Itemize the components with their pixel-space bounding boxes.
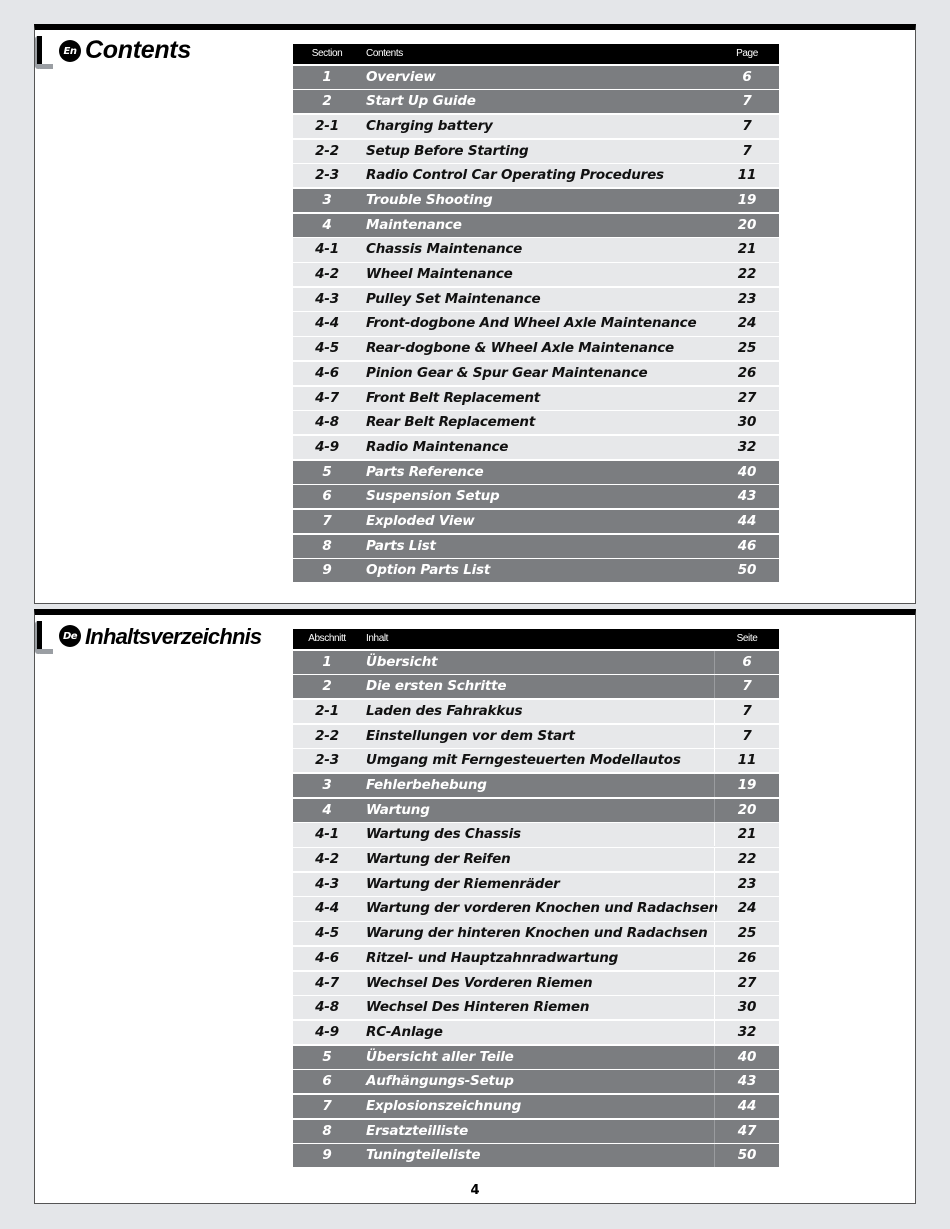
toc-section-number: 2-2 xyxy=(315,727,339,744)
toc-section-number: 4-9 xyxy=(315,1023,339,1040)
toc-section-number: 2-1 xyxy=(315,117,339,134)
contents-panel-english xyxy=(34,24,916,604)
language-badge-icon: En xyxy=(59,40,81,62)
toc-page-number: 47 xyxy=(714,1120,779,1143)
toc-page-number: 20 xyxy=(714,799,779,822)
toc-row-sub xyxy=(293,823,779,846)
toc-entry-title: Trouble Shooting xyxy=(366,192,493,209)
toc-entry-title: Front Belt Replacement xyxy=(366,389,540,406)
toc-section-number: 4-3 xyxy=(315,875,339,892)
toc-section-number: 4-9 xyxy=(315,438,339,455)
toc-entry-title: Rear Belt Replacement xyxy=(366,414,536,431)
toc-entry-title: Front-dogbone And Wheel Axle Maintenance xyxy=(366,315,697,332)
toc-page-number: 24 xyxy=(714,897,779,920)
toc-entry-title: Radio Maintenance xyxy=(366,438,509,455)
toc-page-number: 7 xyxy=(714,725,779,748)
toc-entry-title: Rear-dogbone & Wheel Axle Maintenance xyxy=(366,340,674,357)
toc-page-number: 25 xyxy=(737,340,757,357)
toc-page-number: 22 xyxy=(737,266,757,283)
toc-row-sub xyxy=(293,312,779,335)
toc-section-number: 5 xyxy=(322,463,332,480)
toc-page-number: 44 xyxy=(737,512,757,529)
toc-row-sub xyxy=(293,411,779,434)
toc-page-number: 44 xyxy=(714,1095,779,1118)
toc-row-major xyxy=(293,189,779,212)
toc-section-number: 7 xyxy=(322,1097,332,1114)
toc-page-number: 7 xyxy=(714,675,779,698)
heading-accent-foot xyxy=(35,64,53,69)
toc-section-number: 2-3 xyxy=(315,752,339,769)
toc-entry-title: Pulley Set Maintenance xyxy=(366,290,541,307)
toc-page-number: 27 xyxy=(737,389,757,406)
toc-section-number: 4-8 xyxy=(315,999,339,1016)
toc-entry-title: Exploded View xyxy=(366,512,475,529)
toc-page-number: 43 xyxy=(737,488,757,505)
toc-page-number: 40 xyxy=(737,463,757,480)
toc-row-sub xyxy=(293,238,779,261)
toc-entry-title: Übersicht aller Teile xyxy=(366,1048,514,1065)
toc-section-number: 4-6 xyxy=(315,949,339,966)
toc-entry-title: Overview xyxy=(366,68,436,85)
toc-page-number: 30 xyxy=(737,414,757,431)
toc-entry-title: Parts Reference xyxy=(366,463,484,480)
toc-page-number: 50 xyxy=(737,562,757,579)
toc-page-number: 7 xyxy=(714,700,779,723)
toc-page-number: 7 xyxy=(742,93,752,110)
toc-row-major xyxy=(293,461,779,484)
page-title: Inhaltsverzeichnis xyxy=(85,624,262,649)
toc-entry-title: RC-Anlage xyxy=(366,1023,443,1040)
toc-section-number: 2-3 xyxy=(315,167,339,184)
toc-row-sub xyxy=(293,725,779,748)
toc-entry-title: Radio Control Car Operating Procedures xyxy=(366,167,664,184)
toc-page-number: 46 xyxy=(737,537,757,554)
toc-entry-title: Übersicht xyxy=(366,653,438,670)
column-header-contents: Inhalt xyxy=(366,633,389,644)
toc-row-major xyxy=(293,1120,779,1143)
toc-row-sub xyxy=(293,922,779,945)
toc-row-major xyxy=(293,1095,779,1118)
toc-section-number: 6 xyxy=(322,488,332,505)
toc-page-number: 26 xyxy=(714,947,779,970)
toc-section-number: 4-7 xyxy=(315,974,339,991)
toc-page-number: 19 xyxy=(737,192,757,209)
toc-row-major xyxy=(293,799,779,822)
toc-entry-title: Start Up Guide xyxy=(366,93,476,110)
toc-section-number: 4-2 xyxy=(315,266,339,283)
toc-row-sub xyxy=(293,337,779,360)
toc-entry-title: Wartung des Chassis xyxy=(366,826,521,843)
column-header-section: Section xyxy=(311,48,343,59)
column-header-section: Abschnitt xyxy=(308,633,346,644)
toc-row-sub xyxy=(293,873,779,896)
table-header xyxy=(293,629,779,649)
toc-section-number: 4 xyxy=(322,801,332,818)
toc-table xyxy=(293,629,779,1167)
toc-entry-title: Explosionszeichnung xyxy=(366,1097,522,1114)
toc-row-major xyxy=(293,675,779,698)
toc-section-number: 2-2 xyxy=(315,142,339,159)
toc-section-number: 2 xyxy=(322,678,332,695)
toc-page-number: 40 xyxy=(714,1046,779,1069)
toc-page-number: 11 xyxy=(714,749,779,772)
toc-row-sub xyxy=(293,263,779,286)
toc-page-number: 23 xyxy=(714,873,779,896)
toc-section-number: 6 xyxy=(322,1073,332,1090)
toc-section-number: 9 xyxy=(322,1147,332,1164)
toc-page-number: 27 xyxy=(714,972,779,995)
page-number: 4 xyxy=(470,1183,480,1198)
toc-row-sub xyxy=(293,387,779,410)
toc-entry-title: Tuningteileliste xyxy=(366,1147,481,1164)
table-header xyxy=(293,44,779,64)
toc-entry-title: Umgang mit Ferngesteuerten Modellautos xyxy=(366,752,681,769)
toc-page-number: 24 xyxy=(737,315,757,332)
toc-entry-title: Ritzel- und Hauptzahnradwartung xyxy=(366,949,619,966)
toc-row-sub xyxy=(293,749,779,772)
toc-row-major xyxy=(293,214,779,237)
toc-page-number: 50 xyxy=(714,1144,779,1167)
toc-entry-title: Fehlerbehebung xyxy=(366,777,487,794)
column-header-contents: Contents xyxy=(366,48,403,59)
toc-row-sub xyxy=(293,947,779,970)
toc-section-number: 8 xyxy=(322,1122,332,1139)
toc-entry-title: Wartung xyxy=(366,801,430,818)
toc-table xyxy=(293,44,779,582)
toc-row-major xyxy=(293,651,779,674)
toc-entry-title: Option Parts List xyxy=(366,562,491,579)
toc-section-number: 1 xyxy=(322,68,332,85)
toc-section-number: 4-8 xyxy=(315,414,339,431)
toc-row-sub xyxy=(293,848,779,871)
language-badge-icon: De xyxy=(59,625,81,647)
toc-page-number: 25 xyxy=(714,922,779,945)
toc-entry-title: Wartung der vorderen Knochen und Radachsen xyxy=(366,900,718,917)
toc-section-number: 4-1 xyxy=(315,826,339,843)
toc-section-number: 5 xyxy=(322,1048,332,1065)
toc-section-number: 4-3 xyxy=(315,290,339,307)
toc-section-number: 4-2 xyxy=(315,851,339,868)
toc-row-major xyxy=(293,1144,779,1167)
toc-entry-title: Aufhängungs-Setup xyxy=(366,1073,514,1090)
toc-page-number: 32 xyxy=(737,438,757,455)
toc-section-number: 4-4 xyxy=(315,900,339,917)
toc-page-number: 11 xyxy=(737,167,757,184)
toc-row-major xyxy=(293,1070,779,1093)
toc-page-number: 30 xyxy=(714,996,779,1019)
toc-page-number: 6 xyxy=(742,68,752,85)
toc-entry-title: Warung der hinteren Knochen und Radachsen xyxy=(366,925,708,942)
toc-row-major xyxy=(293,774,779,797)
toc-section-number: 2-1 xyxy=(315,702,339,719)
toc-entry-title: Maintenance xyxy=(366,216,462,233)
toc-entry-title: Charging battery xyxy=(366,117,493,134)
heading-accent-black xyxy=(37,621,42,649)
column-header-page: Seite xyxy=(736,633,758,644)
toc-page-number: 7 xyxy=(742,117,752,134)
heading-accent-black xyxy=(37,36,42,64)
toc-rows xyxy=(293,66,779,583)
toc-page-number: 20 xyxy=(737,216,757,233)
toc-entry-title: Parts List xyxy=(366,537,436,554)
toc-section-number: 4 xyxy=(322,216,332,233)
toc-row-sub xyxy=(293,897,779,920)
toc-entry-title: Einstellungen vor dem Start xyxy=(366,727,575,744)
toc-entry-title: Suspension Setup xyxy=(366,488,500,505)
toc-row-major xyxy=(293,485,779,508)
toc-section-number: 4-5 xyxy=(315,925,339,942)
toc-page-number: 19 xyxy=(714,774,779,797)
toc-row-major xyxy=(293,559,779,582)
toc-row-sub xyxy=(293,1021,779,1044)
toc-entry-title: Wechsel Des Hinteren Riemen xyxy=(366,999,590,1016)
toc-page-number: 6 xyxy=(714,651,779,674)
toc-section-number: 2 xyxy=(322,93,332,110)
toc-row-major xyxy=(293,90,779,113)
page-title: Contents xyxy=(85,36,191,64)
toc-row-sub xyxy=(293,362,779,385)
toc-entry-title: Die ersten Schritte xyxy=(366,678,507,695)
toc-rows xyxy=(293,651,779,1168)
toc-section-number: 3 xyxy=(322,192,332,209)
toc-entry-title: Wheel Maintenance xyxy=(366,266,513,283)
toc-entry-title: Ersatzteilliste xyxy=(366,1122,469,1139)
toc-page-number: 26 xyxy=(737,364,757,381)
toc-entry-title: Laden des Fahrakkus xyxy=(366,702,523,719)
toc-row-major xyxy=(293,535,779,558)
toc-page-number: 32 xyxy=(714,1021,779,1044)
toc-section-number: 4-6 xyxy=(315,364,339,381)
toc-page-number: 22 xyxy=(714,848,779,871)
toc-section-number: 1 xyxy=(322,653,332,670)
toc-page-number: 7 xyxy=(742,142,752,159)
toc-page-number: 21 xyxy=(714,823,779,846)
toc-row-major xyxy=(293,1046,779,1069)
toc-section-number: 8 xyxy=(322,537,332,554)
toc-row-sub xyxy=(293,164,779,187)
toc-section-number: 4-1 xyxy=(315,241,339,258)
toc-section-number: 9 xyxy=(322,562,332,579)
toc-entry-title: Pinion Gear & Spur Gear Maintenance xyxy=(366,364,648,381)
toc-row-sub xyxy=(293,436,779,459)
toc-section-number: 4-4 xyxy=(315,315,339,332)
toc-row-sub xyxy=(293,700,779,723)
contents-panel-german xyxy=(34,609,916,1204)
toc-entry-title: Wartung der Riemenräder xyxy=(366,875,560,892)
column-header-page: Page xyxy=(736,48,758,59)
toc-page-number: 23 xyxy=(737,290,757,307)
toc-section-number: 7 xyxy=(322,512,332,529)
toc-row-sub xyxy=(293,288,779,311)
toc-entry-title: Chassis Maintenance xyxy=(366,241,523,258)
toc-section-number: 3 xyxy=(322,777,332,794)
toc-row-major xyxy=(293,66,779,89)
toc-section-number: 4-5 xyxy=(315,340,339,357)
toc-section-number: 4-7 xyxy=(315,389,339,406)
toc-entry-title: Wechsel Des Vorderen Riemen xyxy=(366,974,593,991)
toc-row-sub xyxy=(293,115,779,138)
toc-row-sub xyxy=(293,996,779,1019)
toc-page-number: 21 xyxy=(737,241,757,258)
toc-row-sub xyxy=(293,140,779,163)
toc-page-number: 43 xyxy=(714,1070,779,1093)
toc-row-major xyxy=(293,510,779,533)
toc-entry-title: Setup Before Starting xyxy=(366,142,529,159)
toc-row-sub xyxy=(293,972,779,995)
toc-entry-title: Wartung der Reifen xyxy=(366,851,511,868)
heading-accent-foot xyxy=(35,649,53,654)
